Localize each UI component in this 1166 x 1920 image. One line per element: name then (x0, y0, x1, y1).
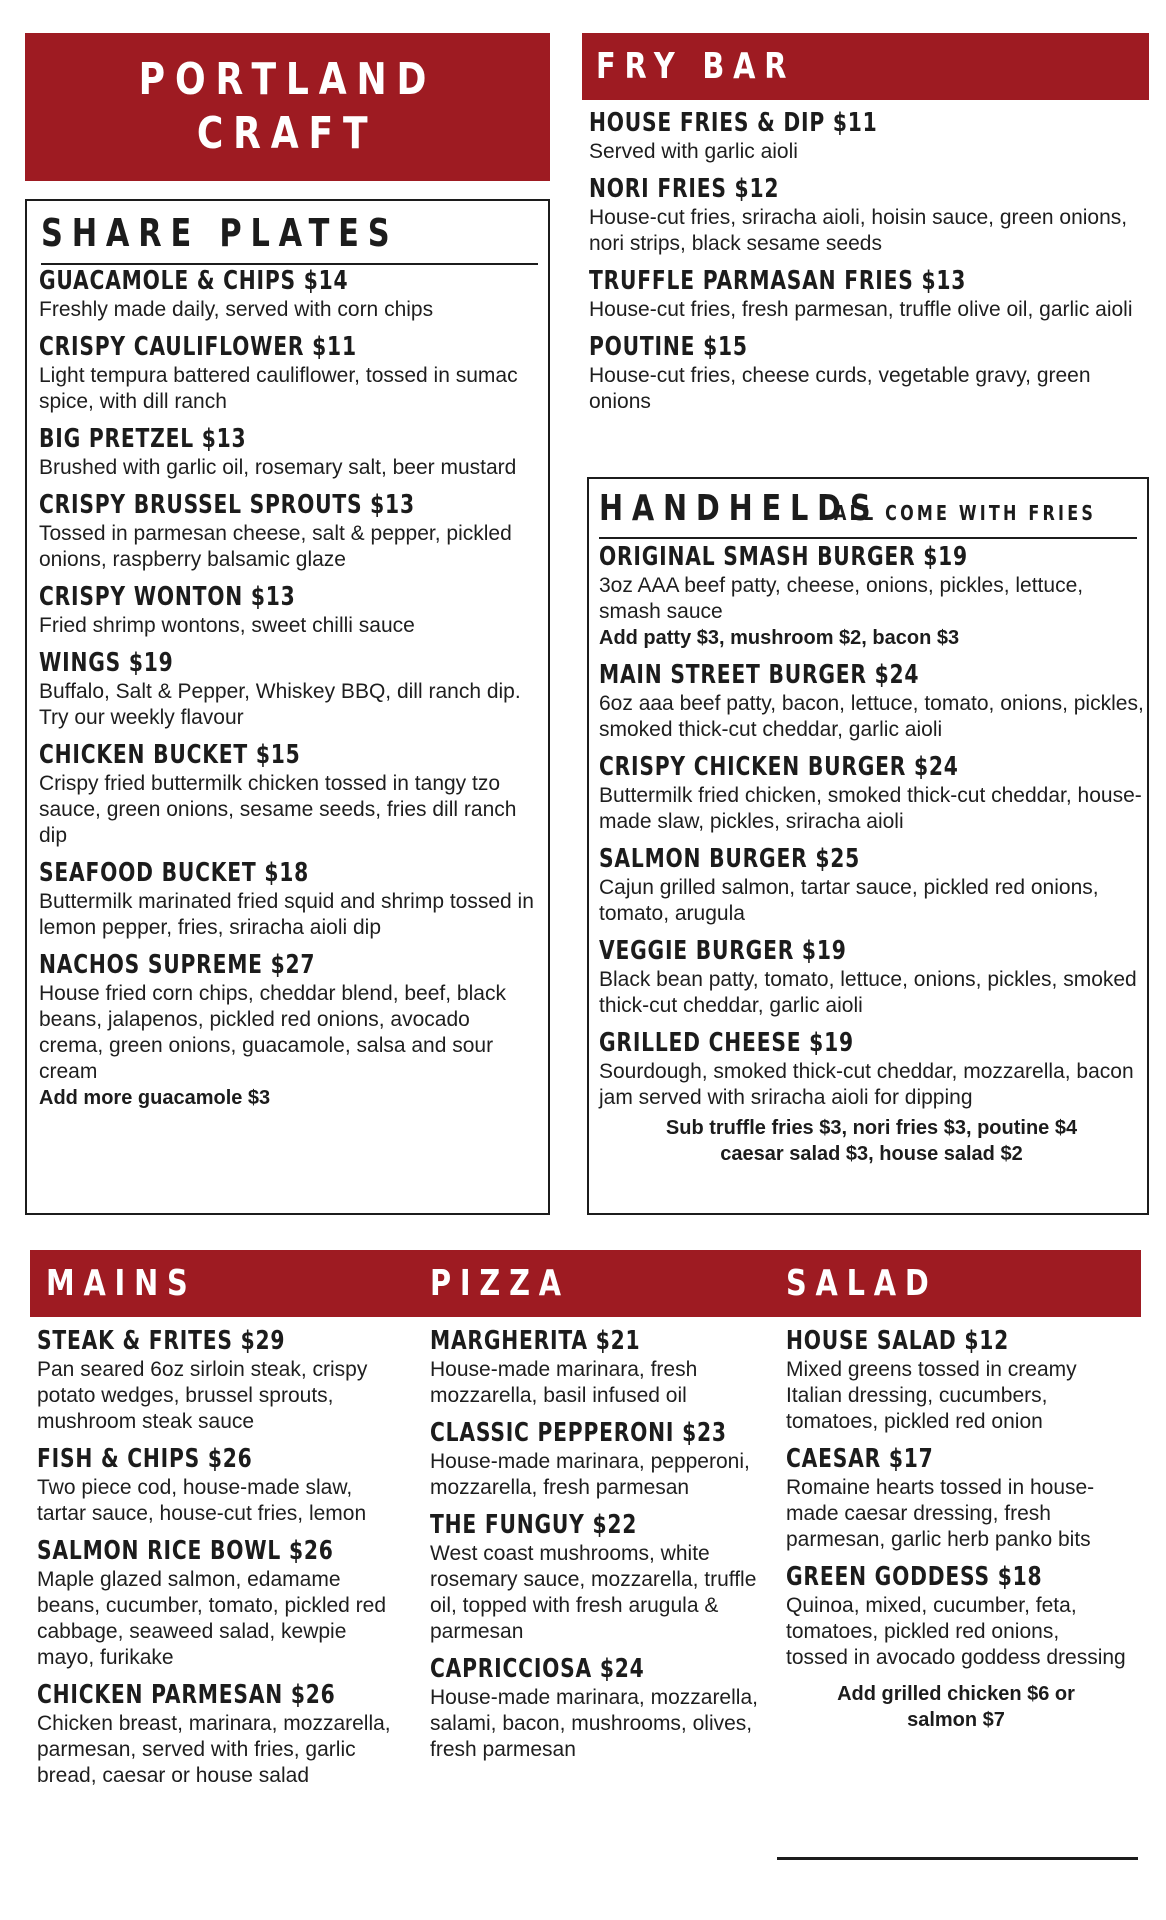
item-name: CRISPY BRUSSEL SPROUTS $13 (39, 490, 415, 520)
share-plates-section (25, 199, 550, 1215)
item-description: Brushed with garlic oil, rosemary salt, beer mustard (39, 456, 517, 479)
share-plates-list (39, 265, 539, 1111)
menu-item (786, 1325, 1126, 1435)
handhelds-list (599, 541, 1144, 1167)
mains-heading: MAINS (46, 1263, 197, 1304)
item-name: GRILLED CHEESE $19 (599, 1028, 854, 1058)
salad-addon-line1: Add grilled chicken $6 or (837, 1683, 1075, 1705)
menu-item (599, 659, 1144, 743)
item-description: House fried corn chips, cheddar blend, beef, black beans, jalapenos, pickled red onions, avocado crema, green onions, guacamole, salsa and sour cream (39, 982, 506, 1083)
item-name: MARGHERITA $21 (430, 1326, 641, 1356)
menu-item (599, 935, 1144, 1019)
restaurant-title-banner (25, 33, 550, 181)
item-name: CRISPY CAULIFLOWER $11 (39, 332, 357, 362)
item-description: Buffalo, Salt & Pepper, Whiskey BBQ, dill ranch dip. Try our weekly flavour (39, 680, 521, 729)
item-description: House-cut fries, fresh parmesan, truffle olive oil, garlic aioli (589, 298, 1133, 321)
share-plates-heading: SHARE PLATES (41, 211, 399, 255)
salad-addon (786, 1681, 1126, 1733)
item-description: Mixed greens tossed in creamy Italian dressing, cucumbers, tomatoes, pickled red onion (786, 1358, 1077, 1433)
salad-bottom-rule (777, 1857, 1138, 1860)
handhelds-section (587, 477, 1149, 1215)
item-name: TRUFFLE PARMASAN FRIES $13 (589, 266, 967, 296)
item-description: House-made marinara, fresh mozzarella, basil infused oil (430, 1358, 698, 1407)
item-name: NACHOS SUPREME $27 (39, 950, 316, 980)
item-description: Light tempura battered cauliflower, tossed in sumac spice, with dill ranch (39, 364, 518, 413)
item-name: GUACAMOLE & CHIPS $14 (39, 266, 349, 296)
item-description: Pan seared 6oz sirloin steak, crispy potato wedges, brussel sprouts, mushroom steak sauce (37, 1358, 368, 1433)
menu-item (430, 1325, 760, 1409)
menu-item (39, 489, 539, 573)
handhelds-subheading: ALL COME WITH FRIES (834, 501, 1097, 525)
item-description: Quinoa, mixed, cucumber, feta, tomatoes, pickled red onions, tossed in avocado goddess dressing (786, 1594, 1126, 1669)
menu-item (786, 1443, 1126, 1553)
menu-item (39, 581, 539, 639)
item-description: Buttermilk marinated fried squid and shrimp tossed in lemon pepper, fries, sriracha aioli dip (39, 890, 534, 939)
fry-bar-header (582, 33, 1149, 100)
item-description: Two piece cod, house-made slaw, tartar sauce, house-cut fries, lemon (37, 1476, 367, 1525)
item-name: ORIGINAL SMASH BURGER $19 (599, 542, 968, 572)
item-name: CHICKEN BUCKET $15 (39, 740, 301, 770)
handhelds-heading: HANDHELDS (599, 488, 880, 529)
menu-item (599, 751, 1144, 835)
salad-heading: SALAD (786, 1263, 938, 1304)
pizza-list (430, 1325, 760, 1763)
menu-item (430, 1417, 760, 1501)
item-name: SALMON BURGER $25 (599, 844, 860, 874)
item-name: THE FUNGUY $22 (430, 1510, 638, 1540)
menu-item (599, 843, 1144, 927)
item-description: House-cut fries, cheese curds, vegetable gravy, green onions (589, 364, 1091, 413)
item-description: West coast mushrooms, white rosemary sauce, mozzarella, truffle oil, topped with fresh arugula & parmesan (430, 1542, 757, 1643)
item-description: Cajun grilled salmon, tartar sauce, pickled red onions, tomato, arugula (599, 876, 1099, 925)
item-name: HOUSE SALAD $12 (786, 1326, 1010, 1356)
item-description: Black bean patty, tomato, lettuce, onions, pickles, smoked thick-cut cheddar, garlic aioli (599, 968, 1137, 1017)
menu-item (39, 647, 539, 731)
mains-list (37, 1325, 397, 1789)
pizza-heading: PIZZA (430, 1263, 570, 1304)
menu-item (589, 173, 1149, 257)
item-name: MAIN STREET BURGER $24 (599, 660, 920, 690)
item-name: SALMON RICE BOWL $26 (37, 1536, 334, 1566)
handhelds-divider (599, 537, 1137, 539)
menu-item (37, 1679, 397, 1789)
item-name: FISH & CHIPS $26 (37, 1444, 253, 1474)
item-name: NORI FRIES $12 (589, 174, 780, 204)
item-name: WINGS $19 (39, 648, 174, 678)
item-description: 6oz aaa beef patty, bacon, lettuce, tomato, onions, pickles, smoked thick-cut cheddar, garlic aioli (599, 692, 1144, 741)
item-name: VEGGIE BURGER $19 (599, 936, 847, 966)
item-name: GREEN GODDESS $18 (786, 1562, 1043, 1592)
item-name: SEAFOOD BUCKET $18 (39, 858, 310, 888)
fry-bar-heading: FRY BAR (596, 46, 796, 87)
restaurant-title-line2: CRAFT (197, 108, 378, 159)
menu-item (599, 1027, 1144, 1111)
menu-item (39, 739, 539, 849)
fry-bar-list (589, 107, 1149, 415)
menu-item (37, 1535, 397, 1671)
item-description: Served with garlic aioli (589, 140, 798, 163)
handhelds-footer-line2: caesar salad $3, house salad $2 (720, 1143, 1023, 1165)
item-description: Crispy fried buttermilk chicken tossed in tangy tzo sauce, green onions, sesame seeds, fries dill ranch dip (39, 772, 517, 847)
menu-item (430, 1653, 760, 1763)
item-name: CRISPY WONTON $13 (39, 582, 296, 612)
handhelds-footer (599, 1115, 1144, 1167)
menu-item (599, 541, 1144, 651)
item-description: Tossed in parmesan cheese, salt & pepper, pickled onions, raspberry balsamic glaze (39, 522, 512, 571)
menu-item (37, 1325, 397, 1435)
menu-item (39, 331, 539, 415)
item-name: CAPRICCIOSA $24 (430, 1654, 645, 1684)
item-name: POUTINE $15 (589, 332, 748, 362)
item-description: Sourdough, smoked thick-cut cheddar, mozzarella, bacon jam served with sriracha aioli for dipping (599, 1060, 1134, 1109)
menu-item (39, 265, 539, 323)
menu-item (39, 857, 539, 941)
item-description: Fried shrimp wontons, sweet chilli sauce (39, 614, 415, 637)
menu-item (786, 1561, 1126, 1671)
item-name: CLASSIC PEPPERONI $23 (430, 1418, 727, 1448)
item-description: House-made marinara, pepperoni, mozzarella, fresh parmesan (430, 1450, 750, 1499)
item-description: Chicken breast, marinara, mozzarella, parmesan, served with fries, garlic bread, caesar or house salad (37, 1712, 391, 1787)
handhelds-footer-line1: Sub truffle fries $3, nori fries $3, poutine $4 (665, 1117, 1078, 1139)
menu-item (39, 949, 539, 1111)
menu-item (589, 331, 1149, 415)
item-description: 3oz AAA beef patty, cheese, onions, pickles, lettuce, smash sauce (599, 574, 1084, 623)
menu-item (430, 1509, 760, 1645)
item-description: Freshly made daily, served with corn chips (39, 298, 434, 321)
item-name: CAESAR $17 (786, 1444, 934, 1474)
item-description: Romaine hearts tossed in house-made caesar dressing, fresh parmesan, garlic herb panko bits (786, 1476, 1095, 1551)
item-name: CRISPY CHICKEN BURGER $24 (599, 752, 959, 782)
item-description: Maple glazed salmon, edamame beans, cucumber, tomato, pickled red cabbage, seaweed salad, kewpie mayo, furikake (37, 1568, 387, 1669)
item-addon: Add patty $3, mushroom $2, bacon $3 (599, 627, 960, 649)
salad-list (786, 1325, 1126, 1733)
menu-item (39, 423, 539, 481)
menu-item (589, 107, 1149, 165)
item-description: House-made marinara, mozzarella, salami, bacon, mushrooms, olives, fresh parmesan (430, 1686, 758, 1761)
item-name: BIG PRETZEL $13 (39, 424, 247, 454)
menu-item (589, 265, 1149, 323)
item-description: House-cut fries, sriracha aioli, hoisin sauce, green onions, nori strips, black sesame seeds (589, 206, 1128, 255)
item-name: HOUSE FRIES & DIP $11 (589, 108, 878, 138)
item-name: STEAK & FRITES $29 (37, 1326, 286, 1356)
restaurant-title-line1: PORTLAND (138, 54, 437, 105)
item-name: CHICKEN PARMESAN $26 (37, 1680, 336, 1710)
share-plates-addon: Add more guacamole $3 (39, 1087, 271, 1109)
salad-addon-line2: salmon $7 (907, 1709, 1005, 1731)
menu-item (37, 1443, 397, 1527)
item-description: Buttermilk fried chicken, smoked thick-cut cheddar, house-made slaw, pickles, sriracha aioli (599, 784, 1142, 833)
